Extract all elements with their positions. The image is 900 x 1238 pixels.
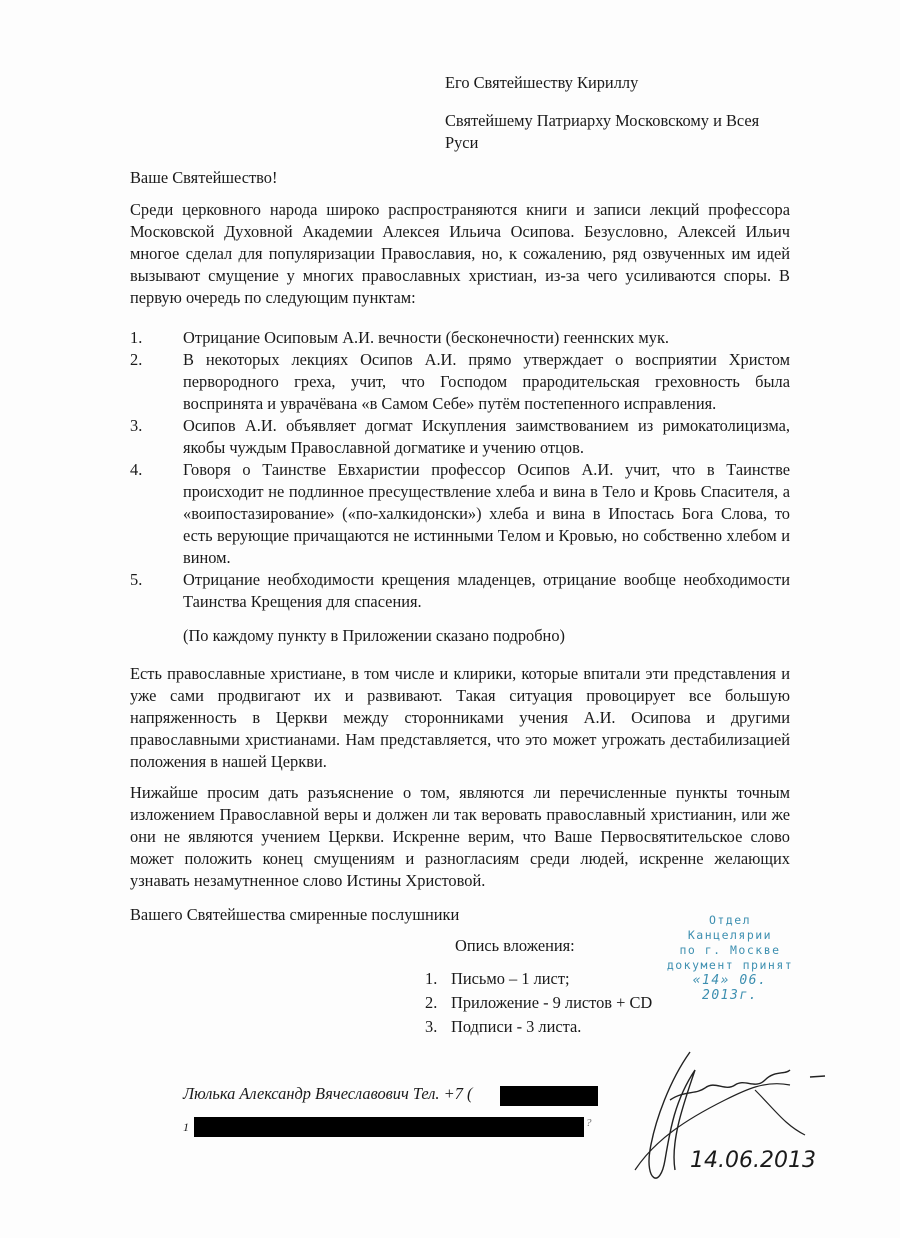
list-number: 1. (130, 328, 143, 347)
redaction-bar (500, 1086, 598, 1106)
enclosure-item (425, 1016, 581, 1038)
addressee-line1: Его Святейшеству Кириллу (445, 73, 639, 92)
list-item (130, 569, 790, 613)
salutation: Ваше Святейшество! (130, 168, 278, 187)
sender-line2-prefix: 1 (183, 1120, 189, 1134)
list-number: 3. (130, 416, 143, 435)
signature-icon (615, 1040, 830, 1200)
list-item (130, 349, 790, 415)
enclosure-item (425, 992, 652, 1014)
redaction-bar (194, 1117, 584, 1137)
note: (По каждому пункту в Приложении сказано подробно) (183, 626, 565, 645)
stamp-line2: по г. Москве (679, 943, 781, 957)
enclosure-number: 2. (425, 993, 438, 1012)
list-item (130, 415, 790, 459)
enclosure-text: Приложение - 9 листов + CD (451, 993, 653, 1012)
sender-line2-suffix: ? (586, 1117, 592, 1129)
enclosure-number: 3. (425, 1017, 438, 1036)
sender-name-phone: Люлька Александр Вячеславович Тел. +7 ( (183, 1084, 473, 1103)
list-number: 2. (130, 350, 143, 369)
list-item (130, 327, 790, 349)
enclosure-item (425, 968, 570, 990)
registry-stamp (665, 913, 795, 1003)
stamp-date: «14» 06. 2013г. (692, 973, 768, 1003)
list-text: В некоторых лекциях Осипов А.И. прямо утверждает о восприятии Христом первородного греха, учит, что Господом прародительская греховность была воспринята и уврачёвана «в Самом Себе» путём постепенного исправления. (183, 350, 790, 413)
enclosure-text: Письмо – 1 лист; (451, 969, 570, 988)
stamp-line3: документ принят (666, 958, 794, 972)
paragraph-2: Есть православные христиане, в том числе и клирики, которые впитали эти представления и уже сами продвигают их и развивают. Такая ситуация провоцирует все большую напряженность в Церкви между сторонниками учения А.И. Осипова и другими православными христианами. Нам представляется, что это может угрожать дестабилизацией положения в нашей Церкви. (130, 664, 790, 771)
closing: Вашего Святейшества смиренные послушники (130, 905, 460, 924)
signature-date: 14.06.2013 (690, 1148, 816, 1173)
paragraph-3: Нижайше просим дать разъяснение о том, являются ли перечисленные пункты точным изложением Православной веры и должен ли так веровать православный христианин, или же они не являются учением Церкви. Искренне верим, что Ваше Первосвятительское слово может положить конец смущениям и разногласиям среди людей, искренне желающих узнавать незамутненное слово Истины Христовой. (130, 783, 790, 890)
list-number: 4. (130, 460, 143, 479)
list-text: Отрицание необходимости крещения младенцев, отрицание вообще необходимости Таинства Крещения для спасения. (183, 570, 790, 611)
paragraph-1: Среди церковного народа широко распространяются книги и записи лекций профессора Московской Духовной Академии Алексея Ильича Осипова. Безусловно, Алексей Ильич многое сделал для популяризации Православия, но, к сожалению, ряд озвученных им идей вызывают смущение у многих православных христиан, из-за чего усиливаются споры. В первую очередь по следующим пунктам: (130, 200, 790, 307)
stamp-line1: Отдел Канцелярии (687, 913, 773, 942)
list-item (130, 459, 790, 569)
enclosures-title: Опись вложения: (455, 936, 575, 955)
enclosure-text: Подписи - 3 листа. (451, 1017, 582, 1036)
list-text: Отрицание Осиповым А.И. вечности (бесконечности) гееннских мук. (183, 328, 670, 347)
list-text: Говоря о Таинстве Евхаристии профессор Осипов А.И. учит, что в Таинстве происходит не подлинное пресуществление хлеба и вина в Тело и Кровь Спасителя, а «воипостазирование» («по-халкидонски») хлеба и вина в Ипостась Бога Слова, то есть верующие причащаются не истинными Телом и Кровью, но собственно хлебом и вином. (183, 460, 790, 567)
enclosure-number: 1. (425, 969, 438, 988)
addressee-line2: Святейшему Патриарху Московскому и Всея Руси (445, 111, 760, 152)
list-number: 5. (130, 570, 143, 589)
list-text: Осипов А.И. объявляет догмат Искупления заимствованием из римокатолицизма, якобы чуждым Православной догматике и учению отцов. (183, 416, 790, 457)
